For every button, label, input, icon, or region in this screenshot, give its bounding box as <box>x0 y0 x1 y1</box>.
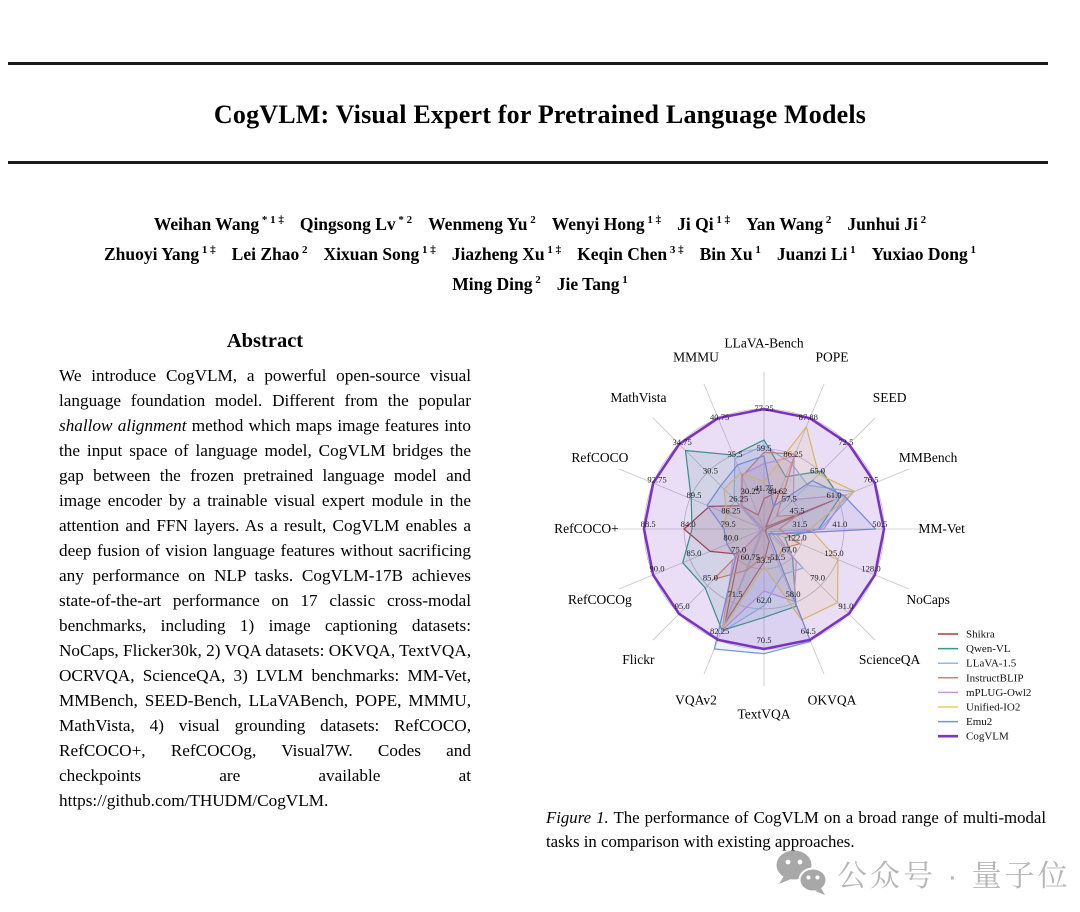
tick-label: 82.25 <box>710 625 730 636</box>
figure-caption <box>546 806 1046 854</box>
tick-label: 84.62 <box>768 485 788 496</box>
legend-label: InstructBLIP <box>966 672 1024 685</box>
tick-label: 65.0 <box>810 465 826 476</box>
tick-label: 79.5 <box>720 519 736 529</box>
axis-label: Flickr <box>622 652 655 668</box>
tick-label: 89.5 <box>686 489 702 500</box>
tick-label: 70.5 <box>756 634 772 645</box>
tick-label: 76.5 <box>863 474 879 485</box>
tick-label: 84.0 <box>680 519 696 529</box>
axis-label: RefCOCO+ <box>554 521 619 536</box>
figure-1 <box>540 328 1080 798</box>
tick-label: 41.75 <box>754 483 774 494</box>
tick-label: 87.88 <box>798 412 818 423</box>
author: Weihan Wang $^{* 1 \ddagger}$ <box>153 213 284 234</box>
tick-label: 79.0 <box>810 572 826 583</box>
tick-label: 30.5 <box>702 465 718 476</box>
axis-label: POPE <box>815 349 849 365</box>
tick-label: 34.75 <box>672 437 692 448</box>
axis-label: RefCOCO <box>571 449 629 465</box>
abstract-text <box>59 363 471 813</box>
tick-label: 90.0 <box>649 563 665 574</box>
tick-label: 26.25 <box>729 493 749 504</box>
tick-label: 86.25 <box>721 505 741 516</box>
tick-label: 95.0 <box>674 600 690 611</box>
tick-label: 30.25 <box>740 485 760 496</box>
tick-label: 40.75 <box>710 412 730 423</box>
tick-label: 71.5 <box>727 589 743 600</box>
author: Bin Xu $^1$ <box>699 244 761 265</box>
axis-label: RefCOCOg <box>568 592 632 608</box>
axis-label: LLaVA-Bench <box>724 335 804 351</box>
tick-label: 85.0 <box>702 572 718 583</box>
abstract-heading: Abstract <box>226 330 304 352</box>
figure-caption-text: The performance of CogVLM on a broad range of multi-modal tasks in comparison with existing approaches. <box>546 808 1046 851</box>
tick-label: 62.0 <box>756 594 772 605</box>
author: Wenyi Hong $^{1 \ddagger}$ <box>551 213 662 234</box>
tick-label: 57.5 <box>781 493 797 504</box>
author: Ji Qi $^{1 \ddagger}$ <box>677 213 731 234</box>
author: Junhui Ji $^2$ <box>847 213 927 234</box>
author: Wenmeng Yu $^2$ <box>428 213 536 234</box>
author: Jie Tang $^1$ <box>556 274 628 295</box>
tick-label: 86.25 <box>783 448 803 459</box>
tick-label: 72.5 <box>838 437 854 448</box>
tick-label: 61.0 <box>826 489 842 500</box>
page-title: CogVLM: Visual Expert for Pretrained Language Models <box>213 100 867 129</box>
axis-label: SEED <box>872 389 907 405</box>
watermark-text: 公众号 · 量子位 <box>837 860 1071 893</box>
watermark <box>775 848 1071 898</box>
tick-label: 59.5 <box>756 443 772 454</box>
author-line <box>0 268 1080 298</box>
author: Yan Wang $^2$ <box>746 213 832 234</box>
top-rule <box>8 62 1048 65</box>
author: Yuxiao Dong $^1$ <box>871 244 977 265</box>
axis-label: OKVQA <box>807 692 857 708</box>
author: Lei Zhao $^2$ <box>231 244 308 265</box>
tick-label: 35.5 <box>727 448 743 459</box>
legend-label: mPLUG-Owl2 <box>966 686 1032 699</box>
tick-label: 67.0 <box>781 544 797 555</box>
axis-label: TextVQA <box>737 706 791 722</box>
radar-chart <box>540 328 1080 798</box>
author: Zhuoyi Yang $^{1 \ddagger}$ <box>103 244 216 265</box>
legend-label: Emu2 <box>966 716 993 729</box>
author: Ming Ding $^2$ <box>452 274 541 295</box>
figure-label: Figure 1. <box>546 808 609 827</box>
legend-label: Shikra <box>966 628 995 641</box>
author: Jiazheng Xu $^{1 \ddagger}$ <box>451 244 562 265</box>
axis-label: MM-Vet <box>918 521 965 536</box>
author-line <box>0 207 1080 237</box>
author: Qingsong Lv $^{* 2}$ <box>299 213 413 234</box>
title-rule <box>8 161 1048 164</box>
tick-label: 128.0 <box>861 563 881 574</box>
author: Juanzi Li $^1$ <box>776 244 856 265</box>
tick-label: 53.5 <box>756 554 772 565</box>
legend-label: Qwen-VL <box>966 643 1011 656</box>
axis-label: VQAv2 <box>675 692 717 708</box>
axis-label: NoCaps <box>906 592 950 608</box>
author-block <box>0 207 1080 298</box>
tick-label: 50.5 <box>872 519 888 529</box>
tick-label: 60.75 <box>740 552 760 563</box>
tick-label: 91.0 <box>838 600 854 611</box>
author: Xixuan Song $^{1 \ddagger}$ <box>323 244 436 265</box>
abstract-section <box>59 330 471 813</box>
tick-label: 125.0 <box>824 548 844 559</box>
tick-label: 92.75 <box>647 474 667 485</box>
tick-label: 45.5 <box>789 505 805 516</box>
abstract-text-italic: shallow alignment <box>59 416 187 435</box>
legend-label: Unified-IO2 <box>966 701 1021 714</box>
abstract-text-post: method which maps image features into the input space of language model, CogVLM bridges the gap between the frozen pretrained language model and image encoder by a trainable visual expert module in the attention and FFN layers. As a result, CogVLM enables a deep fusion of vision language features without sacrificing any performance on NLP tasks. CogVLM-17B achieves state-of-the-art performance on 17 classic cross-modal benchmarks, including 1) image captioning datasets: NoCaps, Flicker30k, 2) VQA datasets: OKVQA, TextVQA, OCRVQA, ScienceQA, 3) LVLM benchmarks: MM-Vet, MMBench, SEED-Bench, LLaVABench, POPE, MMMU, MathVista, 4) visual grounding datasets: RefCOCO, RefCOCO+, RefCOCOg, Visual7W. Codes and checkpoints are available at https://github.com/THUDM/CogVLM. <box>59 416 471 810</box>
tick-label: 31.5 <box>792 519 808 529</box>
author-line <box>0 237 1080 267</box>
tick-label: 51.5 <box>770 552 786 563</box>
tick-label: 80.0 <box>723 532 739 543</box>
axis-label: MMMU <box>673 349 719 365</box>
tick-label: 41.0 <box>832 519 848 529</box>
axis-label: MMBench <box>898 449 958 465</box>
axis-label: MathVista <box>610 389 667 405</box>
wechat-icon <box>775 848 829 898</box>
tick-label: 75.0 <box>731 544 747 555</box>
author: Keqin Chen $^{3 \ddagger}$ <box>577 244 684 265</box>
tick-label: 88.5 <box>640 519 656 529</box>
abstract-text-pre: We introduce CogVLM, a powerful open-source visual language foundation model. Different from the popular <box>59 366 471 410</box>
tick-label: 122.0 <box>787 532 807 543</box>
legend-label: CogVLM <box>966 730 1009 743</box>
tick-label: 85.0 <box>686 548 702 559</box>
legend-label: LLaVA-1.5 <box>966 657 1017 670</box>
axis-label: ScienceQA <box>858 652 921 668</box>
tick-label: 58.0 <box>785 589 801 600</box>
tick-label: 64.5 <box>800 625 816 636</box>
tick-label: 77.25 <box>754 403 774 414</box>
